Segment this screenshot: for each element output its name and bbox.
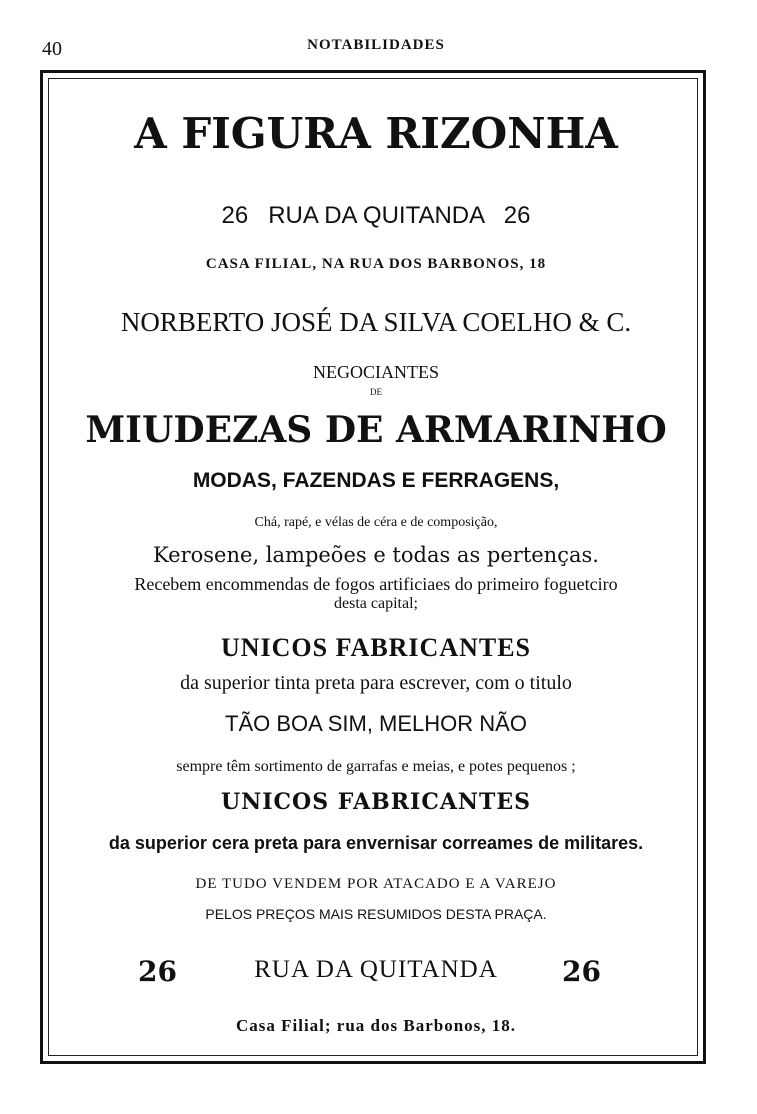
- goods: MODAS, FAZENDAS E FERRAGENS,: [192, 469, 560, 492]
- footer-street: RUA DA QUITANDA: [254, 956, 498, 983]
- orders-line-1: Recebem encommendas de fogos artificiaes do primeiro foguetciro: [134, 574, 618, 594]
- kerosene-line: Kerosene, lampeões e todas as pertenças.: [153, 543, 599, 567]
- makers-heading-2: UNICOS FABRICANTES: [220, 789, 532, 815]
- footer-branch: Casa Filial; rua dos Barbonos, 18.: [235, 1016, 517, 1035]
- ink-line: da superior tinta preta para escrever, com o titulo: [180, 672, 572, 694]
- trade: MIUDEZAS DE ARMARINHO: [85, 409, 667, 451]
- address: 26 RUA DA QUITANDA 26: [221, 202, 531, 229]
- owner-name: NORBERTO JOSÉ DA SILVA COELHO & C.: [120, 307, 632, 337]
- prices-line: PELOS PREÇOS MAIS RESUMIDOS DESTA PRAÇA.: [205, 906, 547, 922]
- goods-secondary: Chá, rapé, e vélas de céra e de composição,: [254, 515, 498, 530]
- sale-line: DE TUDO VENDEM POR ATACADO E A VAREJO: [195, 876, 557, 892]
- stock-line: sempre têm sortimento de garrafas e meias, e potes pequenos ;: [176, 758, 576, 775]
- ink-title: TÃO BOA SIM, MELHOR NÃO: [225, 711, 527, 736]
- page-number: 40: [42, 38, 62, 60]
- de-label: DE: [370, 387, 382, 397]
- footer-number-right: 26: [562, 955, 601, 988]
- role: NEGOCIANTES: [313, 362, 439, 382]
- shop-name: A FIGURA RIZONHA: [134, 109, 618, 158]
- running-title: NOTABILIDADES: [307, 37, 445, 53]
- orders-line-2: desta capital;: [334, 595, 418, 612]
- makers-heading-1: UNICOS FABRICANTES: [220, 633, 532, 662]
- branch-address: CASA FILIAL, NA RUA DOS BARBONOS, 18: [205, 256, 547, 272]
- wax-line: da superior cera preta para envernisar correames de militares.: [108, 833, 644, 853]
- footer-number-left: 26: [138, 955, 177, 988]
